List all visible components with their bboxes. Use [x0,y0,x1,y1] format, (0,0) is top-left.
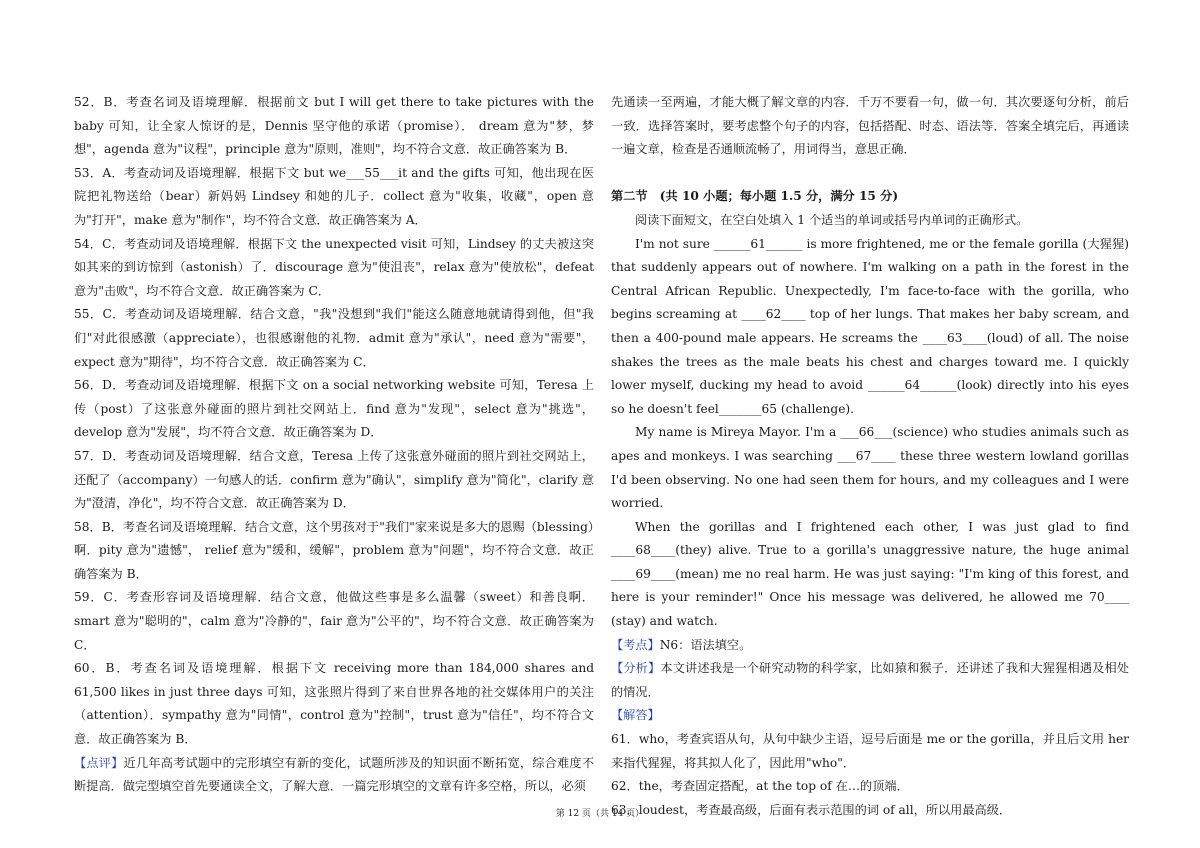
passage-paragraph-2: My name is Mireya Mayor. I'm a ___66___(science) who studies animals such as apes and monkeys. I was searching ___67____ these three western lowland gorillas I'd been observing. No one had seen them for hours, and my colleagues and I were worried. [611,425,1129,511]
page-footer: 第 12 页（共 14 页） [555,809,645,819]
answer-explanation-52: 52．B．考查名词及语境理解．根据前文 but I will get there to take pictures with the baby 可知，让全家人惊讶的是，Dennis 坚守他的承诺（promise）． dream 意为"梦，梦想"，agenda 意为"议程"，principle 意为"原则，准则"，均不符合文意．故正确答案为 B． [74,95,594,157]
answer-explanation-55: 55．C．考查动词及语境理解．结合文意，"我"没想到"我们"能这么随意地就请得到他，但"我们"对此很感激（appreciate），也很感谢他的礼物．admit 意为"承认"，need 意为"需要"，expect 意为"期待"，均不符合文意．故正确答案为 C． [74,307,594,369]
fenxi-tag: 【分析】 [611,661,661,676]
section-heading: 第二节 (共 10 小题；每小题 1.5 分，满分 15 分) [611,189,899,204]
answer-explanation-56: 56．D．考查动词及语境理解．根据下文 on a social networking website 可知，Teresa 上传（post）了这张意外碰面的照片到社交网站上．find 意为"发现"，select 意为"挑选"，develop 意为"发展"，均不符合文意．故正确答案为 D． [74,378,594,440]
kaodian-tag: 【考点】 [611,637,660,652]
kaodian-text: N6：语法填空。 [659,637,752,652]
answer-61: 61．who，考查宾语从句，从句中缺少主语，逗号后面是 me or the gorilla，并且后文用 her 来指代猩猩，将其拟人化了，因此用"who"． [611,732,1129,770]
answer-62: 62．the，考查固定搭配，at the top of 在…的顶端． [611,779,909,794]
passage-paragraph-3: When the gorillas and I frightened each other, I was just glad to find ____68____(they) alive. True to a gorilla's unaggressive nature, the huge animal ____69____(mean) me no real harm. He was just saying: "I'm king of this forest, and here is your reminder!" Once his message was delivered, he allowed me 70____ (stay) and watch. [611,519,1129,629]
jieda-tag: 【解答】 [611,708,660,723]
left-column [74,91,594,799]
comment-continuation: 先通读一至两遍，才能大概了解文章的内容．千万不要看一句，做一句．其次要逐句分析，前后一致．选择答案时，要考虑整个句子的内容，包括搭配、时态、语法等．答案全填完后，再通读一遍文章，检查是否通顺流畅了，用词得当，意思正确． [611,95,1129,157]
instructions: 阅读下面短文，在空白处填入 1 个适当的单词或括号内单词的正确形式。 [635,212,1029,227]
comment-tag: 【点评】 [74,755,124,770]
comment-paragraph [74,752,594,799]
spacer [611,162,1129,186]
kaodian-paragraph [611,634,1129,658]
fenxi-paragraph [611,657,1129,704]
fenxi-text: 本文讲述我是一个研究动物的科学家，比如猿和猴子．还讲述了我和大猩猩相遇及相处的情况． [611,661,1130,699]
answer-63: 63．loudest，考查最高级，后面有表示范围的词 of all，所以用最高级． [611,802,1012,817]
answer-explanation-54: 54．C．考查动词及语境理解．根据下文 the unexpected visit 可知，Lindsey 的丈夫被这突如其来的到访惊到（astonish）了．discourage 意为"使沮丧"，relax 意为"使放松"，defeat 意为"击败"，均不符合文意．故正确答案为 C． [74,236,594,298]
comment-text: 近几年高考试题中的完形填空有新的变化，试题所涉及的知识面不断拓宽，综合难度不断提高．做完型填空首先要通读全文，了解大意．一篇完形填空的文章有许多空格，所以，必须 [74,755,595,794]
passage-paragraph-1: I'm not sure ______61______ is more frightened, me or the female gorilla (大猩猩) that suddenly appears out of nowhere. I'm walking on a path in the forest in the Central African Republic. Unexpectedly, I'm face-to-face with the gorilla, who begins screaming at ____62____ top of her lungs. That makes her baby scream, and then a 400-pound male appears. He screams the ____63____(loud) of all. The noise shakes the trees as the male beats his chest and charges toward me. I quickly lower myself, ducking my head to avoid ______64______(look) directly into his eyes so he doesn't feel_______65 (challenge). [611,236,1129,416]
answer-explanation-60: 60．B．考查名词及语境理解．根据下文 receiving more than 184,000 shares and 61,500 likes in just three days 可知，这张照片得到了来自世界各地的社交媒体用户的关注（attention）．sympathy 意为"同情"，control 意为"控制"，trust 意为"信任"，均不符合文意．故正确答案为 B． [74,661,594,747]
answer-explanation-57: 57．D．考查动词及语境理解．结合文意，Teresa 上传了这张意外碰面的照片到社交网站上，还配了（accompany）一句感人的话．confirm 意为"确认"，simplify 意为"简化"，clarify 意为"澄清，净化"，均不符合文意．故正确答案为 D． [74,448,594,511]
answer-explanation-53: 53．A．考查动词及语境理解．根据下文 but we___55___it and the gifts 可知，他出现在医院把礼物送给（bear）新妈妈 Lindsey 和她的儿子．collect 意为"收集，收藏"，open 意为"打开"，make 意为"制作"，均不符合文意．故正确答案为 A． [74,165,594,227]
jieda-paragraph [611,704,1129,728]
right-column [611,91,1129,822]
answer-explanation-59: 59．C．考查形容词及语境理解．结合文意，他做这些事是多么温馨（sweet）和善良啊．smart 意为"聪明的"，calm 意为"冷静的"，fair 意为"公平的"，均不符合文意．故正确答案为 C． [74,590,594,652]
answer-explanation-58: 58．B．考查名词及语境理解．结合文意，这个男孩对于"我们"家来说是多大的恩赐（blessing）啊．pity 意为"遗憾"， relief 意为"缓和，缓解"，problem 意为"问题"，均不符合文意．故正确答案为 B． [74,519,594,581]
